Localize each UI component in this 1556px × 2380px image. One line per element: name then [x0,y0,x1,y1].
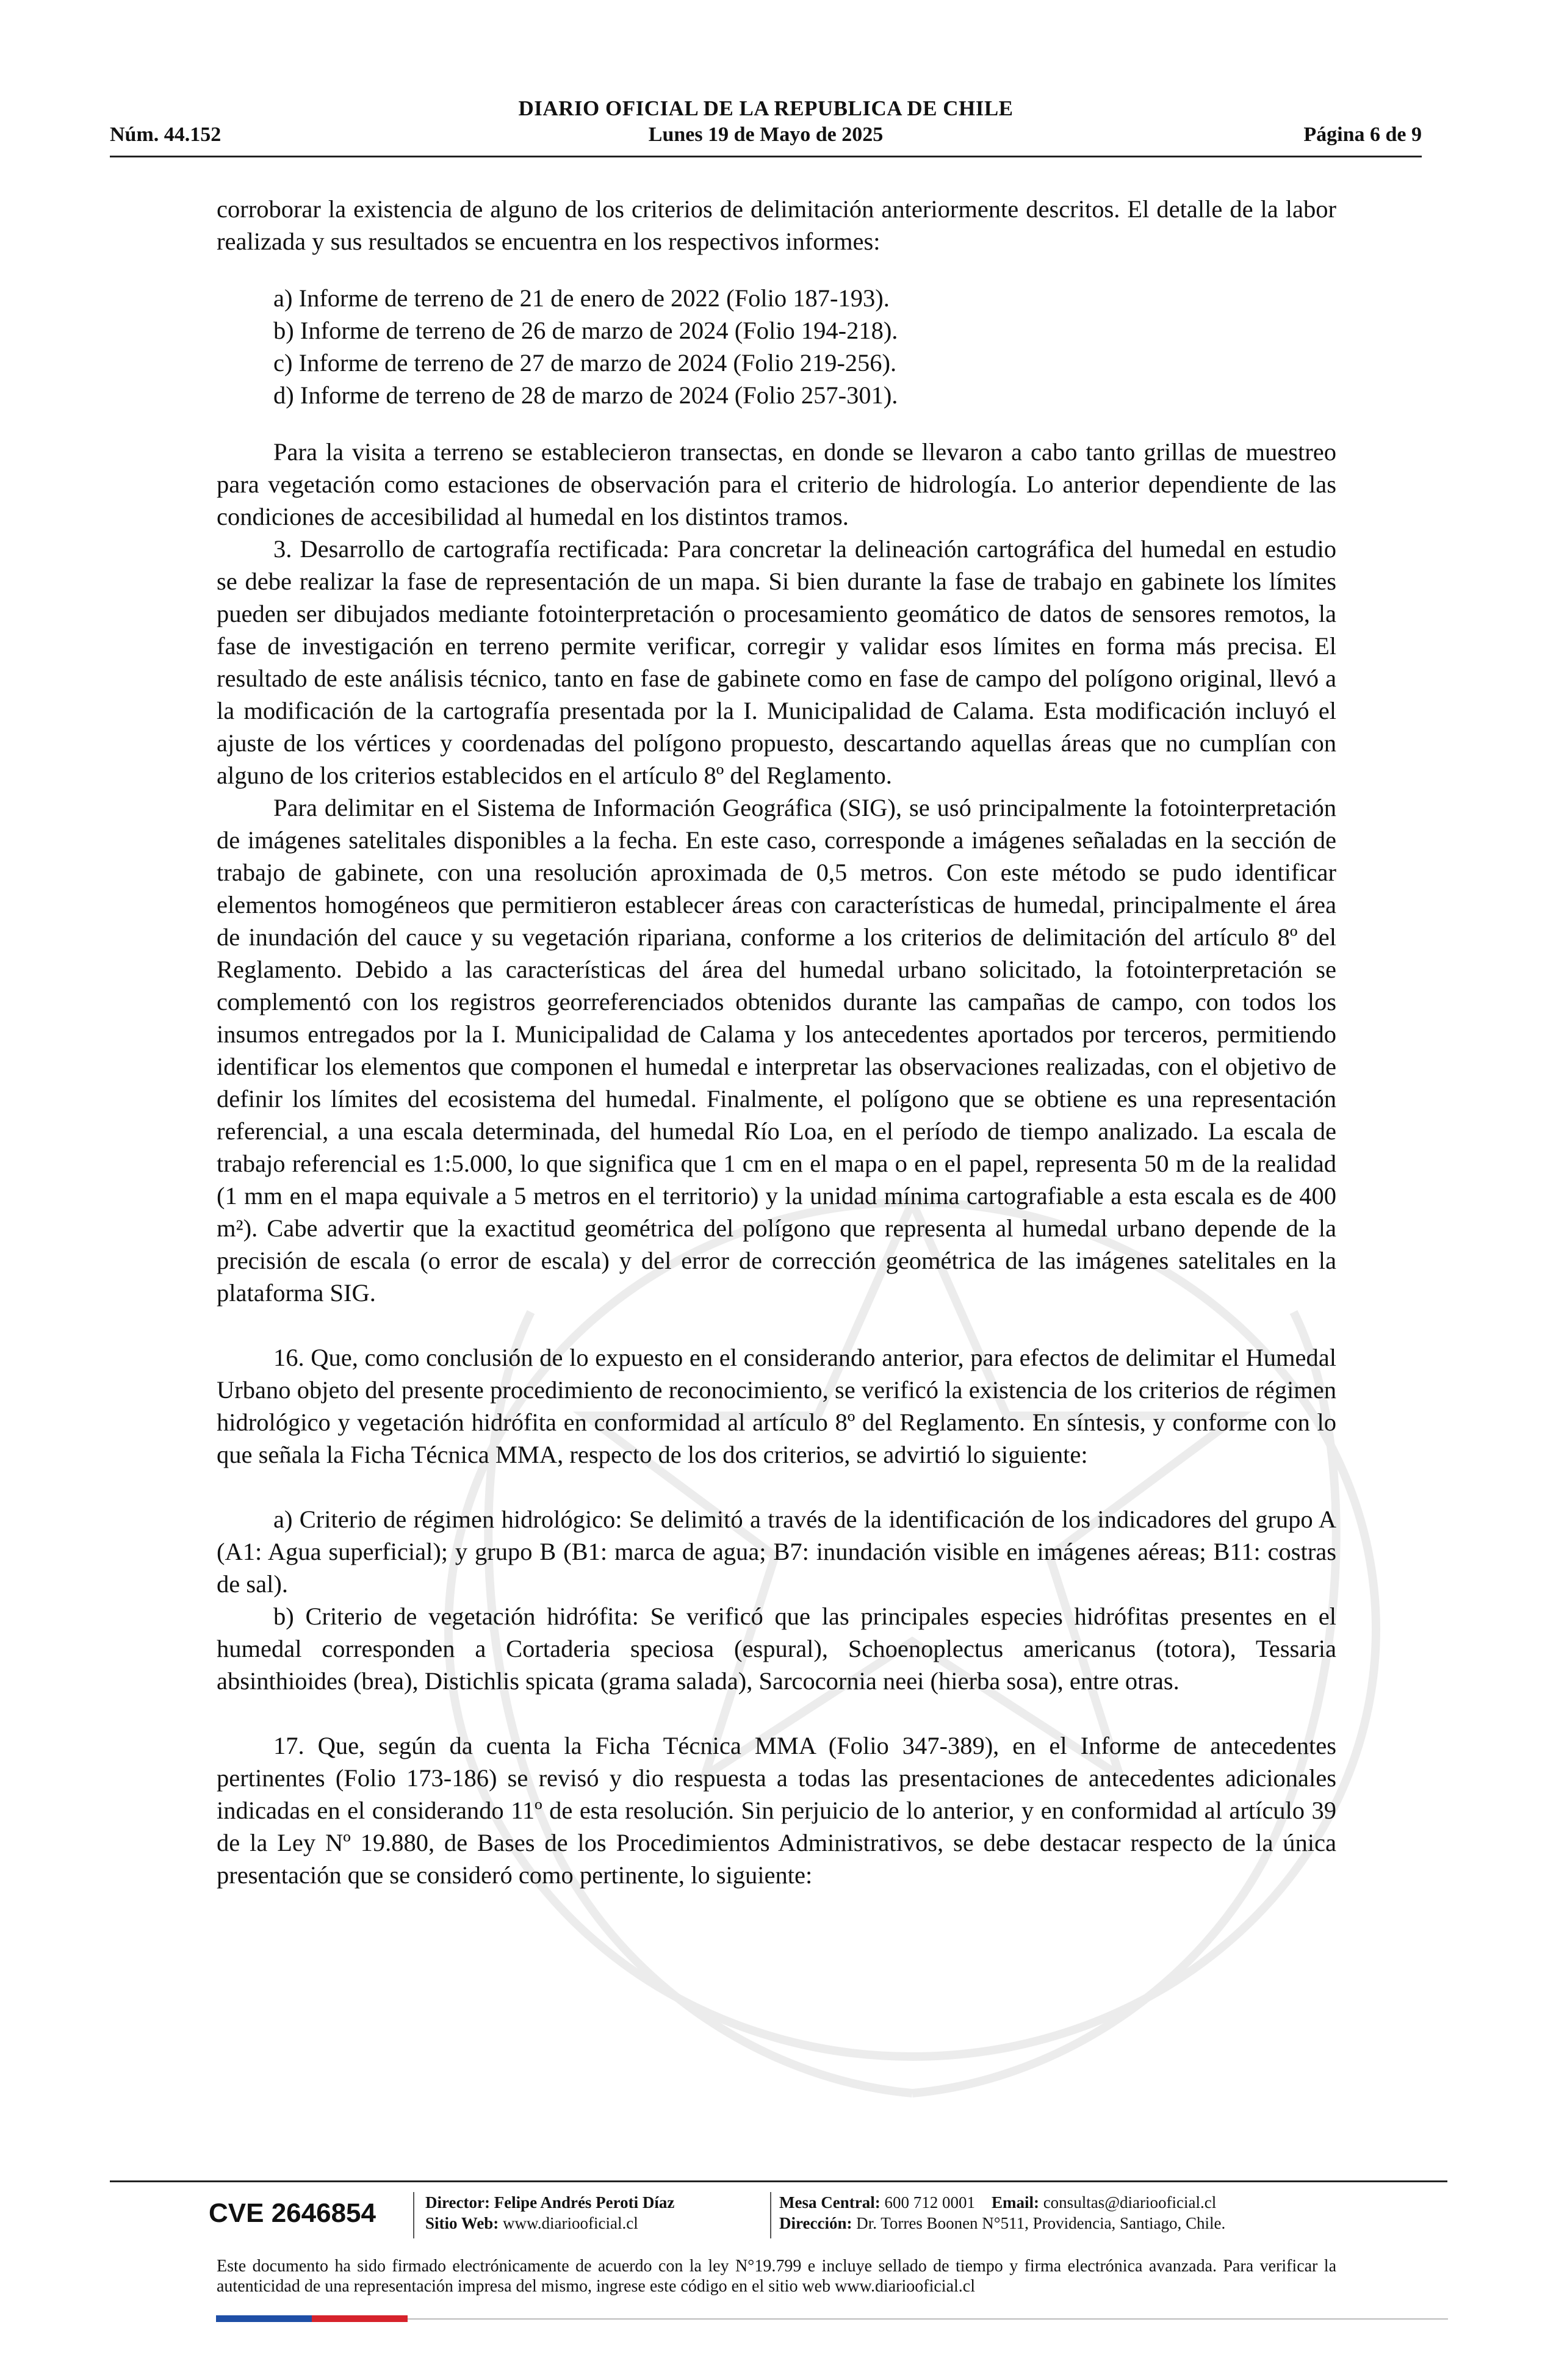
email-link[interactable]: consultas@diariooficial.cl [1043,2193,1217,2212]
report-item-b: b) Informe de terreno de 26 de marzo de 2024 (Folio 194-218). [273,317,898,344]
page-header [110,92,1422,157]
document-body [217,193,1336,1891]
report-item-a: a) Informe de terreno de 21 de enero de 2022 (Folio 187-193). [273,284,890,312]
mesa-phone: 600 712 0001 [884,2193,975,2212]
paragraph: Para delimitar en el Sistema de Información Geográfica (SIG), se usó principalmente la fotointerpretación de imágenes satelitales disponibles a la fecha. En este caso, corresponde a imágenes señaladas en la sección de trabajo de gabinete, con una resolución aproximada de 0,5 metros. Con este método se pudo identificar elementos homogéneos que permitieron establecer áreas con características de humedal, principalmente el área de inundación del cauce y su vegetación ripariana, conforme a los criterios de delimitación del artículo 8º del Reglamento. Debido a las características del área del humedal urbano solicitado, la fotointerpretación se complementó con los registros georreferenciados obtenidos durante las campañas de campo, con todos los insumos entregados por la I. Municipalidad de Calama y los antecedentes aportados por terceros, permitiendo identificar los elementos que componen el humedal e interpretar las observaciones realizadas, con el objetivo de definir los límites del ecosistema del humedal. Finalmente, el polígono que se obtiene es una representación referencial, a una escala determinada, del humedal Río Loa, en el período de tiempo analizado. La escala de trabajo referencial es 1:5.000, lo que significa que 1 cm en el mapa o en el papel, representa 50 m de la realidad (1 mm en el mapa equivale a 5 metros en el territorio) y la unidad mínima cartografiable a esta escala es de 400 m²). Cabe advertir que la exactitud geométrica del polígono que representa al humedal urbano depende de la precisión de escala (o error de escala) y del error de corrección geométrica de las imágenes satelitales en la plataforma SIG. [217,794,1336,1307]
footer-separator [770,2192,771,2238]
publication-title: DIARIO OFICIAL DE LA REPUBLICA DE CHILE [518,96,1014,120]
paragraph: 3. Desarrollo de cartografía rectificada: Para concretar la delineación cartográfica del humedal en estudio se debe realizar la fase de representación de un mapa. Si bien durante la fase de trabajo en gabinete los límites pueden ser dibujados mediante fotointerpretación o procesamiento geomático de datos de sensores remotos, la fase de investigación en terreno permite verificar, corregir y validar esos límites en forma más precisa. El resultado de este análisis técnico, tanto en fase de gabinete como en fase de campo del polígono original, llevó a la modificación de la cartografía presentada por la I. Municipalidad de Calama. Esta modificación incluyó el ajuste de los vértices y coordenadas del polígono propuesto, descartando aquellas áreas que no cumplían con alguno de los criterios establecidos en el artículo 8º del Reglamento. [217,535,1336,789]
footer-director-block [425,2192,674,2234]
footer-separator [413,2192,414,2238]
flag-blue-stripe [216,2315,312,2322]
paragraph: 16. Que, como conclusión de lo expuesto en el considerando anterior, para efectos de delimitar el Humedal Urbano objeto del presente procedimiento de reconocimiento, se verificó la existencia de los criterios de régimen hidrológico y vegetación hidrófita en conformidad al artículo 8º del Reglamento. En síntesis, y conforme con lo que señala la Ficha Técnica MMA, respecto de los dos criterios, se advirtió lo siguiente: [217,1344,1336,1468]
paragraph: b) Criterio de vegetación hidrófita: Se verificó que las principales especies hidrófitas presentes en el humedal corresponden a Cortaderia speciosa (espural), Schoenoplectus americanus (totora), Tessaria absinthioides (brea), Distichlis spicata (grama salada), Sarcocornia neei (hierba sosa), entre otras. [217,1603,1336,1695]
paragraph: Para la visita a terreno se establecieron transectas, en donde se llevaron a cabo tanto grillas de muestreo para vegetación como estaciones de observación para el criterio de hidrología. Lo anterior dependiente de las condiciones de accesibilidad al humedal en los distintos tramos. [217,438,1336,530]
mesa-label: Mesa Central: [779,2193,881,2212]
web-label: Sitio Web: [425,2214,499,2232]
director-label: Director: [425,2193,490,2212]
website-link[interactable]: www.diariooficial.cl [503,2214,638,2232]
paragraph: a) Criterio de régimen hidrológico: Se delimitó a través de la identificación de los indicadores del grupo A (A1: Agua superficial); y grupo B (B1: marca de agua; B7: inundación visible en imágenes aéreas; B11: costras de sal). [217,1506,1336,1598]
report-item-d: d) Informe de terreno de 28 de marzo de 2024 (Folio 257-301). [273,381,898,409]
email-label: Email: [991,2193,1039,2212]
paragraph: 17. Que, según da cuenta la Ficha Técnica MMA (Folio 347-389), en el Informe de antecedentes pertinentes (Folio 173-186) se revisó y dio respuesta a todas las presentaciones de antecedentes adicionales indicadas en el considerando 11º de esta resolución. Sin perjuicio de lo anterior, y en conformidad al artículo 39 de la Ley Nº 19.880, de Bases de los Procedimientos Administrativos, se debe destacar respecto de la única presentación que se consideró como pertinente, lo siguiente: [217,1732,1336,1889]
cve-code: CVE 2646854 [209,2198,376,2228]
issue-date: Lunes 19 de Mayo de 2025 [648,123,884,146]
signature-disclaimer: Este documento ha sido firmado electrónicamente de acuerdo con la ley N°19.799 e incluye sellado de tiempo y firma electrónica avanzada. Para verificar la autenticidad de una representación impresa del mismo, ingrese este código en el sitio web www.diariooficial.cl [217,2257,1336,2296]
footer-contact-block [779,2192,1225,2234]
footer-divider [110,2180,1447,2182]
page-number: Página 6 de 9 [1303,123,1422,146]
director-name: Felipe Andrés Peroti Díaz [494,2193,675,2212]
issue-number: Núm. 44.152 [110,123,222,146]
address: Dr. Torres Boonen N°511, Providencia, Santiago, Chile. [856,2214,1226,2232]
bottom-divider [408,2318,1448,2320]
flag-red-stripe [312,2315,408,2322]
report-item-c: c) Informe de terreno de 27 de marzo de 2024 (Folio 219-256). [273,349,897,377]
flag-stripe [216,2315,408,2322]
address-label: Dirección: [779,2214,852,2232]
paragraph: corroborar la existencia de alguno de los criterios de delimitación anteriormente descritos. El detalle de la labor realizada y sus resultados se encuentra en los respectivos informes: [217,195,1336,255]
